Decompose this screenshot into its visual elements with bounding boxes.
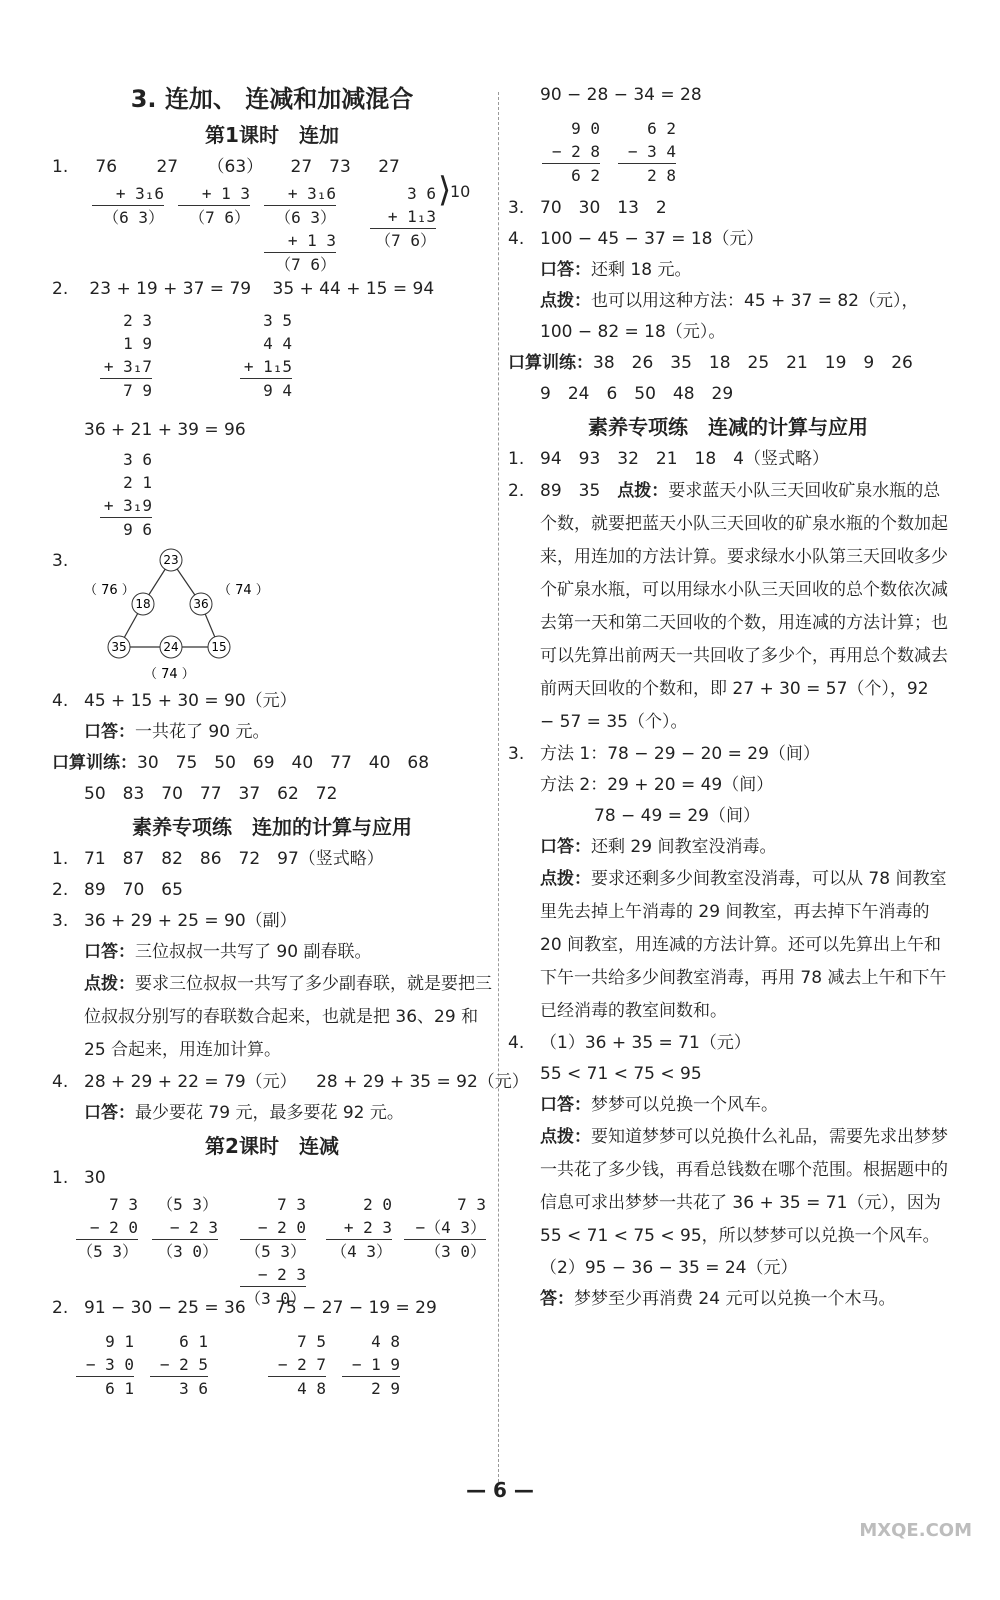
number-triangle [82,546,302,684]
l1-q1-vert-3: + 3₁6 （6 3） + 1 3 （7 6） [264,182,336,276]
svg-text:35: 35 [111,640,127,654]
l1-q1-vert-4: 3 6 + 1₁3 （7 6） [370,182,436,252]
s2-q3-tip: 点拨：要求还剩多少间教室没消毒，可以从 78 间教室里先去掉上午消毒的 29 间教室，再去掉下午消毒的 20 间教室，用连减的方法计算。还可以先算出上午和下午一共给多少间教室消毒，再用 78 减去上午和下午已经消毒的教室间数和。 [540,869,947,1021]
s2-q2: 2. 89 35 点拨：要求蓝天小队三天回收矿泉水瓶的总个数，就要把蓝天小队三天回收的矿泉水瓶的个数加起来，用连加的方法计算。要求绿水小队第三天回收多少个矿泉水瓶，可以用绿水小队三天回收的总个数依次减去第一天和第二天回收的个数，用连减的方法计算；也可以先算出前两天一共回收了多少个，再用总个数减去前两天回收的个数和，即 27 + 30 = 57（个），92 − 57 = 35（个）。 [508,481,948,732]
svg-text:（ 76 ）: （ 76 ） [84,583,135,598]
section2-title: 素养专项练 连减的计算与应用 [588,415,868,439]
l2-q1: 1. 30 7 3 − 2 0 （5 3） （5 3） − 2 3 （3 0） 7 3 − 2 0 （5 3） − 2 3 （3 0） 2 0 + 2 3 （4 3） 7 3 −（4 3） （3 0） [52,1168,486,1308]
page-number: — 6 — [466,1478,534,1502]
svg-text:（ 74 ）: （ 74 ） [218,583,269,598]
lesson2-title: 第2课时 连减 [205,1134,339,1158]
l1-q2-vert-2: 3 5 4 4 + 1₁5 9 4 [240,309,292,402]
svg-text:15: 15 [211,640,227,654]
l1-q2-eq3: 36 + 21 + 39 = 96 [84,420,246,440]
r-eq: 90 − 28 − 34 = 28 [540,85,702,105]
l1-q1-vert-2: + 1 3 （7 6） [178,182,250,229]
oral-training-1: 口算训练：30 75 50 69 40 77 40 68 [52,753,430,773]
watermark-logo: MXQE.COM [859,1520,972,1541]
l1-q2-vert-3: 3 6 2 1 + 3₁9 9 6 [100,448,152,541]
svg-text:18: 18 [135,597,151,611]
l1-q4: 4. 45 + 15 + 30 = 90（元） [52,691,297,711]
right-column: 90 − 28 − 34 = 28 9 0 − 2 8 6 2 6 2 − 3 4 2 8 3. 70 30 13 2 4. 100 − 45 − 37 = 18（元） 口答：还剩 18 元。 点拨：也可以用这种方法：45 + 37 = 82（元）， 100 − 82 = 18（元）。 口算训练：38 26 35 18 25 21 19 9 26 9 24 6 50 48 29 素养专项练 连减的计算与应用 1. 94 93 32 21 18 4（竖式略） 2. 89 35 点拨：要求蓝天小队三天回收矿泉水瓶的总个数，就要把蓝天小队三天回收的矿泉水瓶的个数加起来，用连加的方法计算。要求绿水小队第三天回收多少个矿泉水瓶，可以用绿水小队三天回收的总个数依次减去第一天和第二天回收的个数，用连减的方法计算；也可以先算出前两天一共回收了多少个，再用总个数减去前两天回收的个数和，即 27 + 30 = 57（个），92 − 57 = 35（个）。 3. 方法 1：78 − 29 − 20 = 29（间） 方法 2：29 + 20 = 49（间） 78 − 49 = 29（间） 口答：还剩 29 间教室没消毒。 点拨：要求还剩多少间教室没消毒，可以从 78 间教室里先去掉上午消毒的 29 间教室，再去掉下午消毒的 20 间教室，用连减的方法计算。还可以先算出上午和下午一共给多少间教室消毒，再用 78 减去上午和下午已经消毒的教室间数和。 4. （1）36 + 35 = 71（元） 55 < 71 < 75 < 95 口答：梦梦可以兑换一个风车。 点拨：要知道梦梦可以兑换什么礼品，需要先求出梦梦一共花了多少钱，再看总钱数在哪个范围。根据题中的信息可求出梦梦一共花了 36 + 35 = 71（元），因为 55 < 71 < 75 < 95，所以梦梦可以兑换一个风车。 （2）95 − 36 − 35 = 24（元） 答：梦梦至少再消费 24 元可以兑换一个木马。 [508,80,948,1315]
l1-q1: 1. 76 27 （63） 27 73 27 + 3₁6 （6 3） + 1 3 （7 6） + 3₁6 （6 3） + 1 3 （7 6） 3 6 + 1₁3 （7 6） ⟩ 10 [52,157,471,274]
l2-q2: 2. 91 − 30 − 25 = 36 75 − 27 − 19 = 29 [52,1298,437,1318]
s2-q4-tip: 点拨：要知道梦梦可以兑换什么礼品，需要先求出梦梦一共花了多少钱，再看总钱数在哪个范围。根据题中的信息可求出梦梦一共花了 36 + 35 = 71（元），因为 55 < 71 < 75 < 95，所以梦梦可以兑换一个风车。 [540,1127,948,1246]
l1-q3: 3. 23 18 36 35 24 15 （ 76 ） （ 74 ） （ 74 ） [52,546,492,686]
l1-q1-vert-1: + 3₁6 （6 3） [92,182,164,229]
chapter-title: 3. 连加、 连减和加减混合 [130,85,414,113]
svg-text:36: 36 [193,597,209,611]
svg-text:（ 74 ）: （ 74 ） [144,667,195,682]
brace-icon: ⟩ [438,170,452,210]
section1-title: 素养专项练 连加的计算与应用 [132,815,412,839]
left-column: 3. 连加、 连减和加减混合 第1课时 连加 1. 76 27 （63） 27 73 27 + 3₁6 （6 3） + 1 3 （7 6） + 3₁6 （6 3） + 1 3 （7 6） 3 6 + 1₁3 （7 6） ⟩ 10 2. 23 + 19 + 37 = 79 35 + 44 + 15 = 94 2 3 1 9 + 3₁7 7 9 3 5 4 4 + 1₁5 9 4 36 + 21 + 39 = 96 3 6 2 1 + 3₁9 9 6 3. 23 18 36 35 24 15 （ 76 ） （ 74 ） （ 74 ） 4. 45 + 15 + 30 = 90（元） 口答：一共花了 90 元。 口算训练：30 75 50 69 40 77 40 68 50 83 70 77 37 62 72 素养专项练 连加的计算与应用 1. 71 87 82 86 72 97（竖式略） 2. 89 70 65 3. 36 + 29 + 25 = 90（副） 口答：三位叔叔一共写了 90 副春联。 点拨：要求三位叔叔一共写了多少副春联，就是要把三位叔叔分别写的春联数合起来，也就是把 36、29 和 25 合起来，用连加计算。 4. 28 + 29 + 22 = 79（元） 28 + 29 + 35 = 92（元） 口答：最少要花 79 元，最多要花 92 元。 第2课时 连减 1. 30 7 3 − 2 0 （5 3） （5 3） − 2 3 （3 0） 7 3 − 2 0 （5 3） − 2 3 （3 0） 2 0 + 2 3 （4 3） 7 3 −（4 3） （3 0） 2. 91 − 30 − 25 = 36 75 − 27 − 19 = 29 9 1 − 3 0 6 1 6 1 − 2 5 3 6 7 5 − 2 7 4 8 4 8 − 1 9 2 9 [52,80,492,1404]
l1-q2-vert-1: 2 3 1 9 + 3₁7 7 9 [100,309,152,402]
s1-q3-tip: 点拨：要求三位叔叔一共写了多少副春联，就是要把三位叔叔分别写的春联数合起来，也就是把 36、29 和 25 合起来，用连加计算。 [84,974,492,1060]
column-divider [498,92,499,1482]
svg-text:24: 24 [163,640,179,654]
l1-q2-line: 2. 23 + 19 + 37 = 79 35 + 44 + 15 = 94 [52,279,435,299]
lesson1-title: 第1课时 连加 [205,123,339,147]
oral-training-2: 口算训练：38 26 35 18 25 21 19 9 26 [508,353,913,373]
svg-text:23: 23 [163,553,179,567]
